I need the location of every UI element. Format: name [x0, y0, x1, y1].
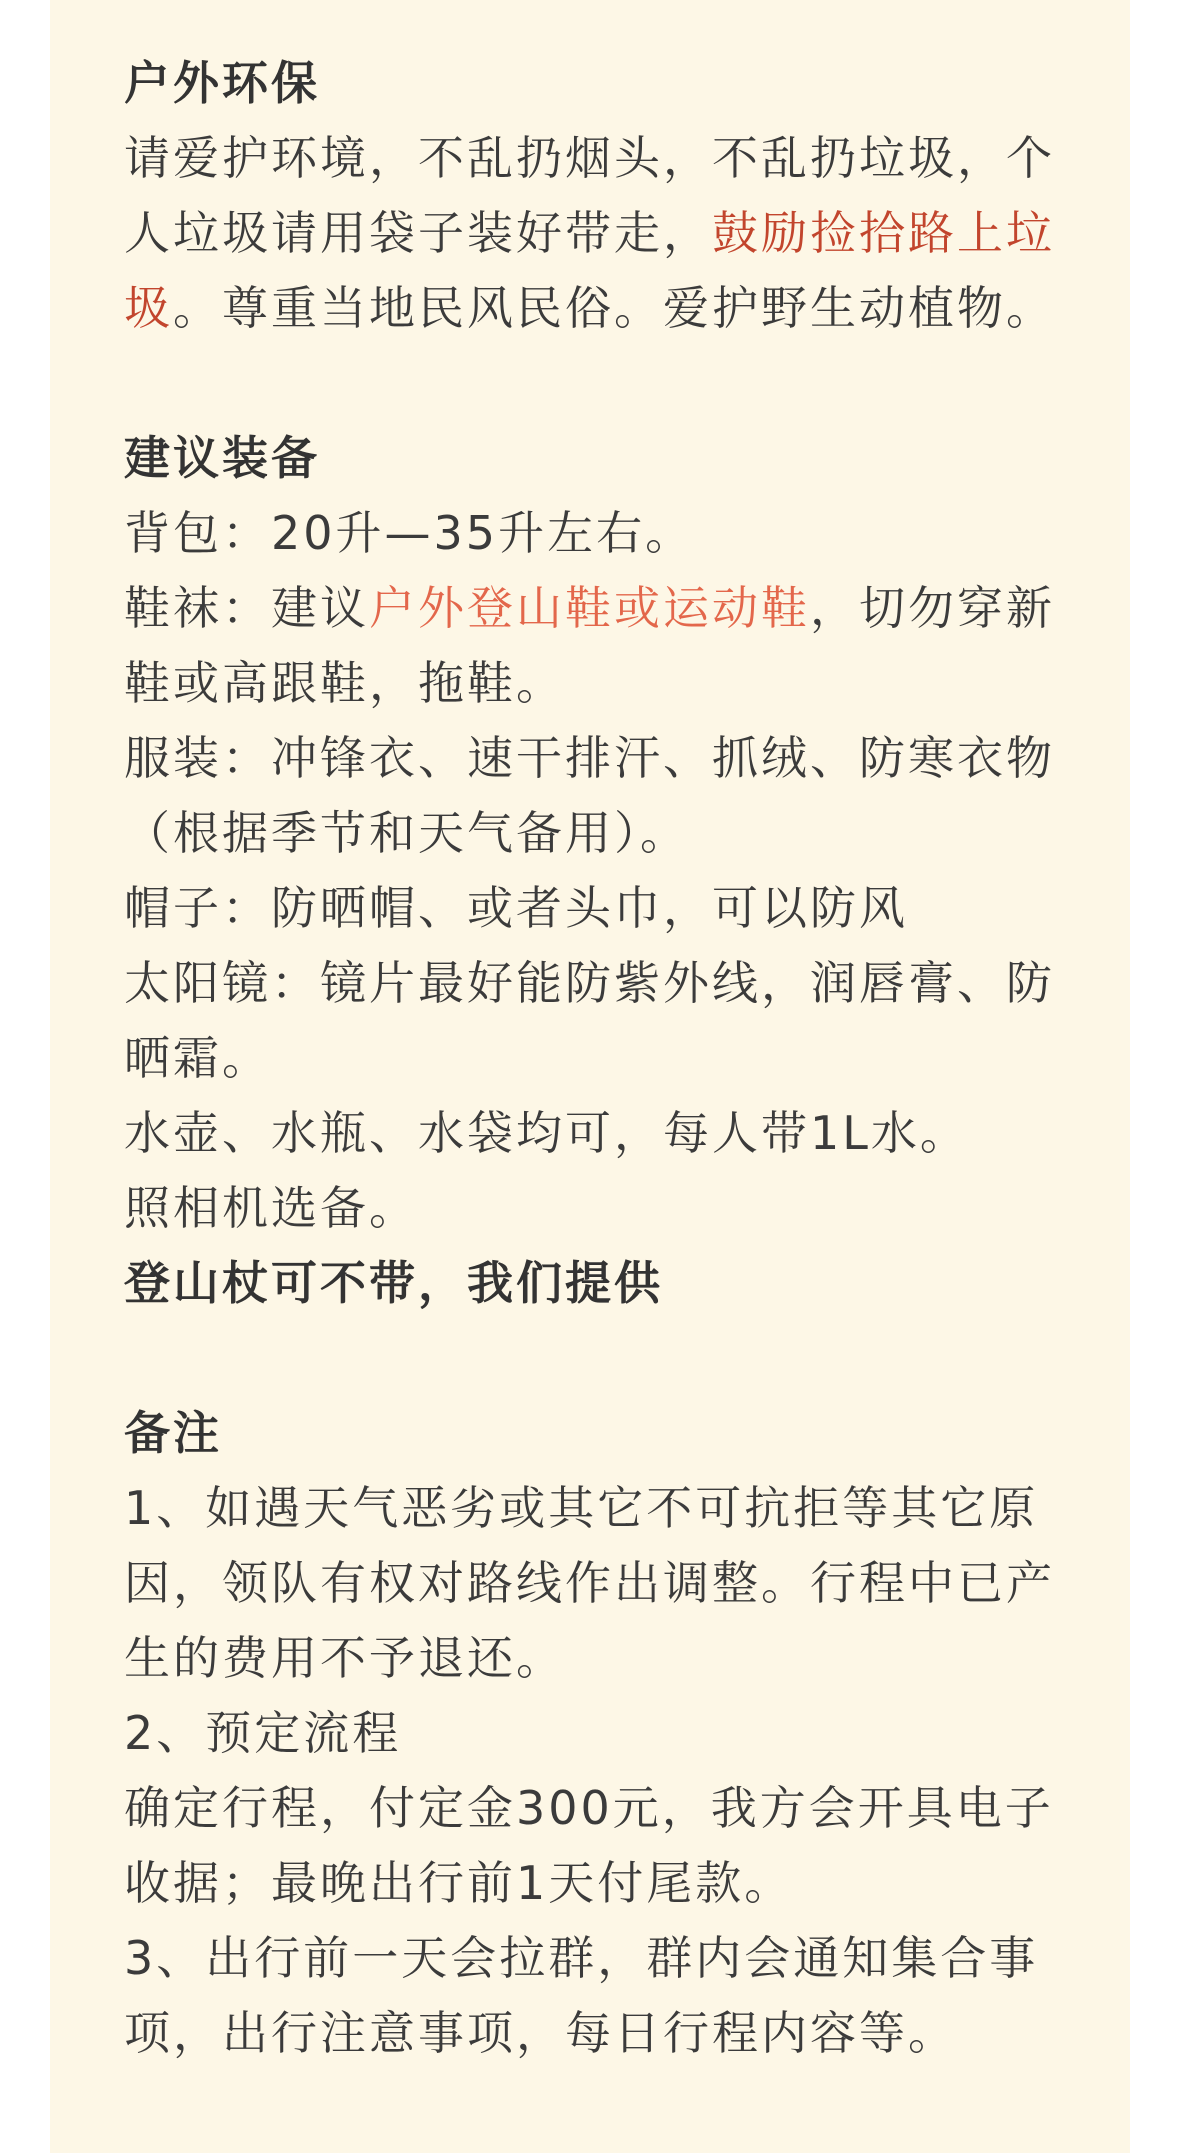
- env-text-part1: 请爱护环境，不乱扔烟头，不乱扔垃圾，个人垃圾请用袋子装好带走，: [124, 131, 1055, 260]
- env-highlight: 鼓励捡拾路上垃圾: [124, 206, 1055, 335]
- section-gap: [124, 346, 1064, 421]
- gear-sunglasses: 太阳镜：镜片最好能防紫外线，润唇膏、防晒霜。: [124, 956, 1055, 1085]
- env-text-part2: 。尊重当地民风民俗。爱护野生动植物。: [173, 281, 1055, 335]
- gear-camera: 照相机选备。: [124, 1181, 418, 1235]
- section-title-gear: 建议装备: [124, 431, 320, 485]
- section-title-notes: 备注: [124, 1406, 222, 1460]
- gear-shoes: [124, 571, 1064, 721]
- section-gap: [124, 1321, 1064, 1396]
- gear-backpack: 背包：20升—35升左右。: [124, 506, 695, 560]
- gear-shoes-prefix: 鞋袜：建议: [124, 581, 369, 635]
- gear-shoes-highlight: 户外登山鞋或运动鞋: [369, 581, 810, 635]
- note-1: 1、如遇天气恶劣或其它不可抗拒等其它原因，领队有权对路线作出调整。行程中已产生的费用不予退还。: [124, 1481, 1055, 1685]
- gear-hat: 帽子：防晒帽、或者头巾，可以防风: [124, 881, 908, 935]
- section-title-env: 户外环保: [124, 56, 320, 110]
- gear-clothing: 服装：冲锋衣、速干排汗、抓绒、防寒衣物（根据季节和天气备用）。: [124, 731, 1055, 860]
- article-content: [124, 46, 1064, 2071]
- gear-shoes-suffix: ，切勿穿新鞋或高跟鞋，拖鞋。: [124, 581, 1055, 710]
- gear-poles: 登山杖可不带，我们提供: [124, 1256, 663, 1310]
- article-card: [50, 0, 1130, 2153]
- env-paragraph: [124, 121, 1064, 346]
- note-2-title: 2、预定流程: [124, 1706, 402, 1760]
- gear-water: 水壶、水瓶、水袋均可，每人带1L水。: [124, 1106, 969, 1160]
- note-2-body: 确定行程，付定金300元，我方会开具电子收据；最晚出行前1天付尾款。: [124, 1781, 1054, 1910]
- note-3: 3、出行前一天会拉群，群内会通知集合事项，出行注意事项，每日行程内容等。: [124, 1931, 1039, 2060]
